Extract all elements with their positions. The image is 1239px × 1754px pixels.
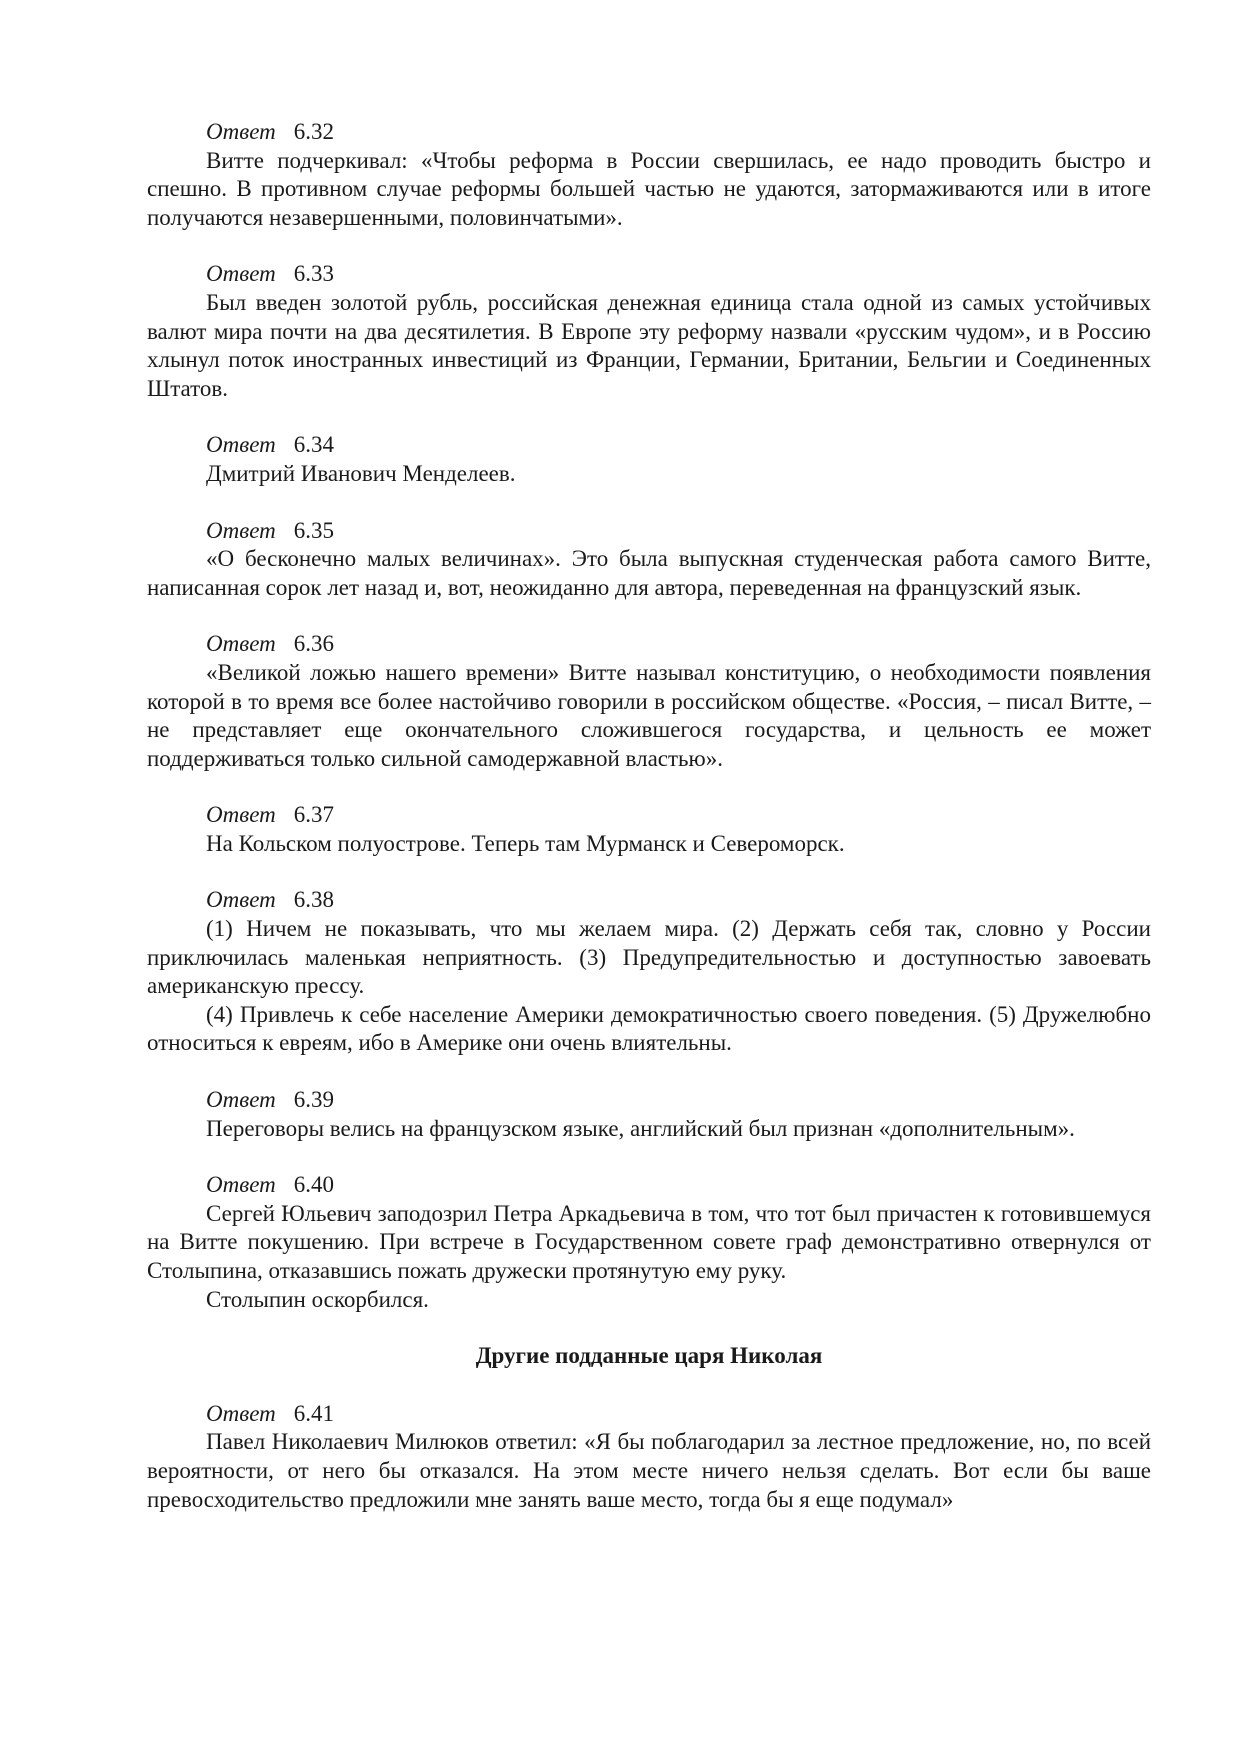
answer-heading bbox=[147, 630, 1151, 659]
answer-6-40 bbox=[147, 1171, 1151, 1314]
answer-6-41 bbox=[147, 1400, 1151, 1514]
answer-text: «О бесконечно малых величинах». Это была выпускная студенческая работа самого Витте, написанная сорок лет назад и, вот, неожиданно для автора, переведенная на французский язык. bbox=[147, 546, 1151, 600]
answer-text: Дмитрий Иванович Менделеев. bbox=[206, 460, 516, 486]
answer-heading bbox=[147, 1171, 1151, 1200]
answer-number: 6.33 bbox=[293, 261, 334, 287]
answer-number: 6.34 bbox=[293, 432, 334, 458]
answer-label: Ответ bbox=[206, 1087, 276, 1113]
answer-label: Ответ bbox=[206, 432, 276, 458]
answer-text: Витте подчеркивал: «Чтобы реформа в России свершилась, ее надо проводить быстро и спешно. В противном случае реформы большей частью не удаются, затормаживаются или в итоге получаются незавершенными, половинчатыми». bbox=[147, 147, 1151, 230]
answer-text: Павел Николаевич Милюков ответил: «Я бы поблагодарил за лестное предложение, но, по всей вероятности, от него бы отказался. На этом месте ничего нельзя сделать. Вот если бы ваше превосходительство предложили мне занять ваше место, тогда бы я еще подумал» bbox=[147, 1429, 1151, 1512]
answer-text: (4) Привлечь к себе население Америки демократичностью своего поведения. (5) Дружелюбно относиться к евреям, ибо в Америке они очень влиятельны. bbox=[147, 1001, 1151, 1056]
answer-label: Ответ bbox=[206, 1400, 276, 1426]
answer-label: Ответ bbox=[206, 517, 276, 543]
answer-number: 6.39 bbox=[293, 1087, 334, 1113]
answer-number: 6.32 bbox=[293, 119, 334, 144]
answer-6-34 bbox=[147, 431, 1151, 488]
answer-label: Ответ bbox=[206, 887, 276, 913]
answer-6-37 bbox=[147, 801, 1151, 858]
answer-text: «Великой ложью нашего времени» Витте называл конституцию, о необходимости появления которой в то время все более настойчиво говорили в российском обществе. «Россия, – писал Витте, – не представляет еще окончательного сложившегося государства, и цельность ее может поддерживаться только сильной самодержавной властью». bbox=[147, 659, 1151, 771]
answer-heading bbox=[147, 1400, 1151, 1429]
answer-6-32 bbox=[147, 118, 1151, 232]
section-title: Другие подданные царя Николая bbox=[475, 1343, 823, 1369]
answer-6-35 bbox=[147, 517, 1151, 603]
answer-heading bbox=[147, 801, 1151, 830]
answer-number: 6.38 bbox=[293, 887, 334, 913]
answer-text: На Кольском полуострове. Теперь там Мурманск и Североморск. bbox=[206, 830, 845, 856]
answer-6-39 bbox=[147, 1086, 1151, 1143]
answer-number: 6.35 bbox=[293, 517, 334, 543]
answer-heading bbox=[147, 431, 1151, 460]
answer-number: 6.41 bbox=[293, 1400, 334, 1426]
answer-text: (1) Ничем не показывать, что мы желаем мира. (2) Держать себя так, словно у России приключилась маленькая неприятность. (3) Предупредительностью и доступностью завоевать американскую прессу. bbox=[147, 916, 1151, 999]
answer-label: Ответ bbox=[206, 1172, 276, 1198]
answer-text: Переговоры велись на французском языке, английский был признан «дополнительным». bbox=[206, 1115, 1075, 1141]
answer-6-33 bbox=[147, 260, 1151, 403]
answer-6-36 bbox=[147, 630, 1151, 773]
document-page bbox=[147, 118, 1151, 1542]
answer-heading bbox=[147, 517, 1151, 546]
answer-number: 6.40 bbox=[293, 1172, 334, 1198]
answer-6-38 bbox=[147, 886, 1151, 1058]
answer-heading bbox=[147, 1086, 1151, 1115]
answer-label: Ответ bbox=[206, 119, 276, 144]
answer-label: Ответ bbox=[206, 631, 276, 657]
answer-number: 6.36 bbox=[293, 631, 334, 657]
answer-text: Сергей Юльевич заподозрил Петра Аркадьевича в том, что тот был причастен к готовившемуся на Витте покушению. При встрече в Государственном совете граф демонстративно отвернулся от Столыпина, отказавшись пожать дружески протянутую ему руку. bbox=[147, 1200, 1151, 1283]
answer-heading bbox=[147, 886, 1151, 915]
answer-heading bbox=[147, 260, 1151, 289]
answer-text: Был введен золотой рубль, российская денежная единица стала одной из самых устойчивых валют мира почти на два десятилетия. В Европе эту реформу назвали «русским чудом», и в Россию хлынул поток иностранных инвестиций из Франции, Германии, Британии, Бельгии и Соединенных Штатов. bbox=[147, 289, 1151, 401]
answer-number: 6.37 bbox=[293, 802, 334, 828]
answer-heading bbox=[147, 118, 1151, 147]
answer-label: Ответ bbox=[206, 802, 276, 828]
answer-text: Столыпин оскорбился. bbox=[206, 1286, 429, 1312]
answer-label: Ответ bbox=[206, 261, 276, 287]
